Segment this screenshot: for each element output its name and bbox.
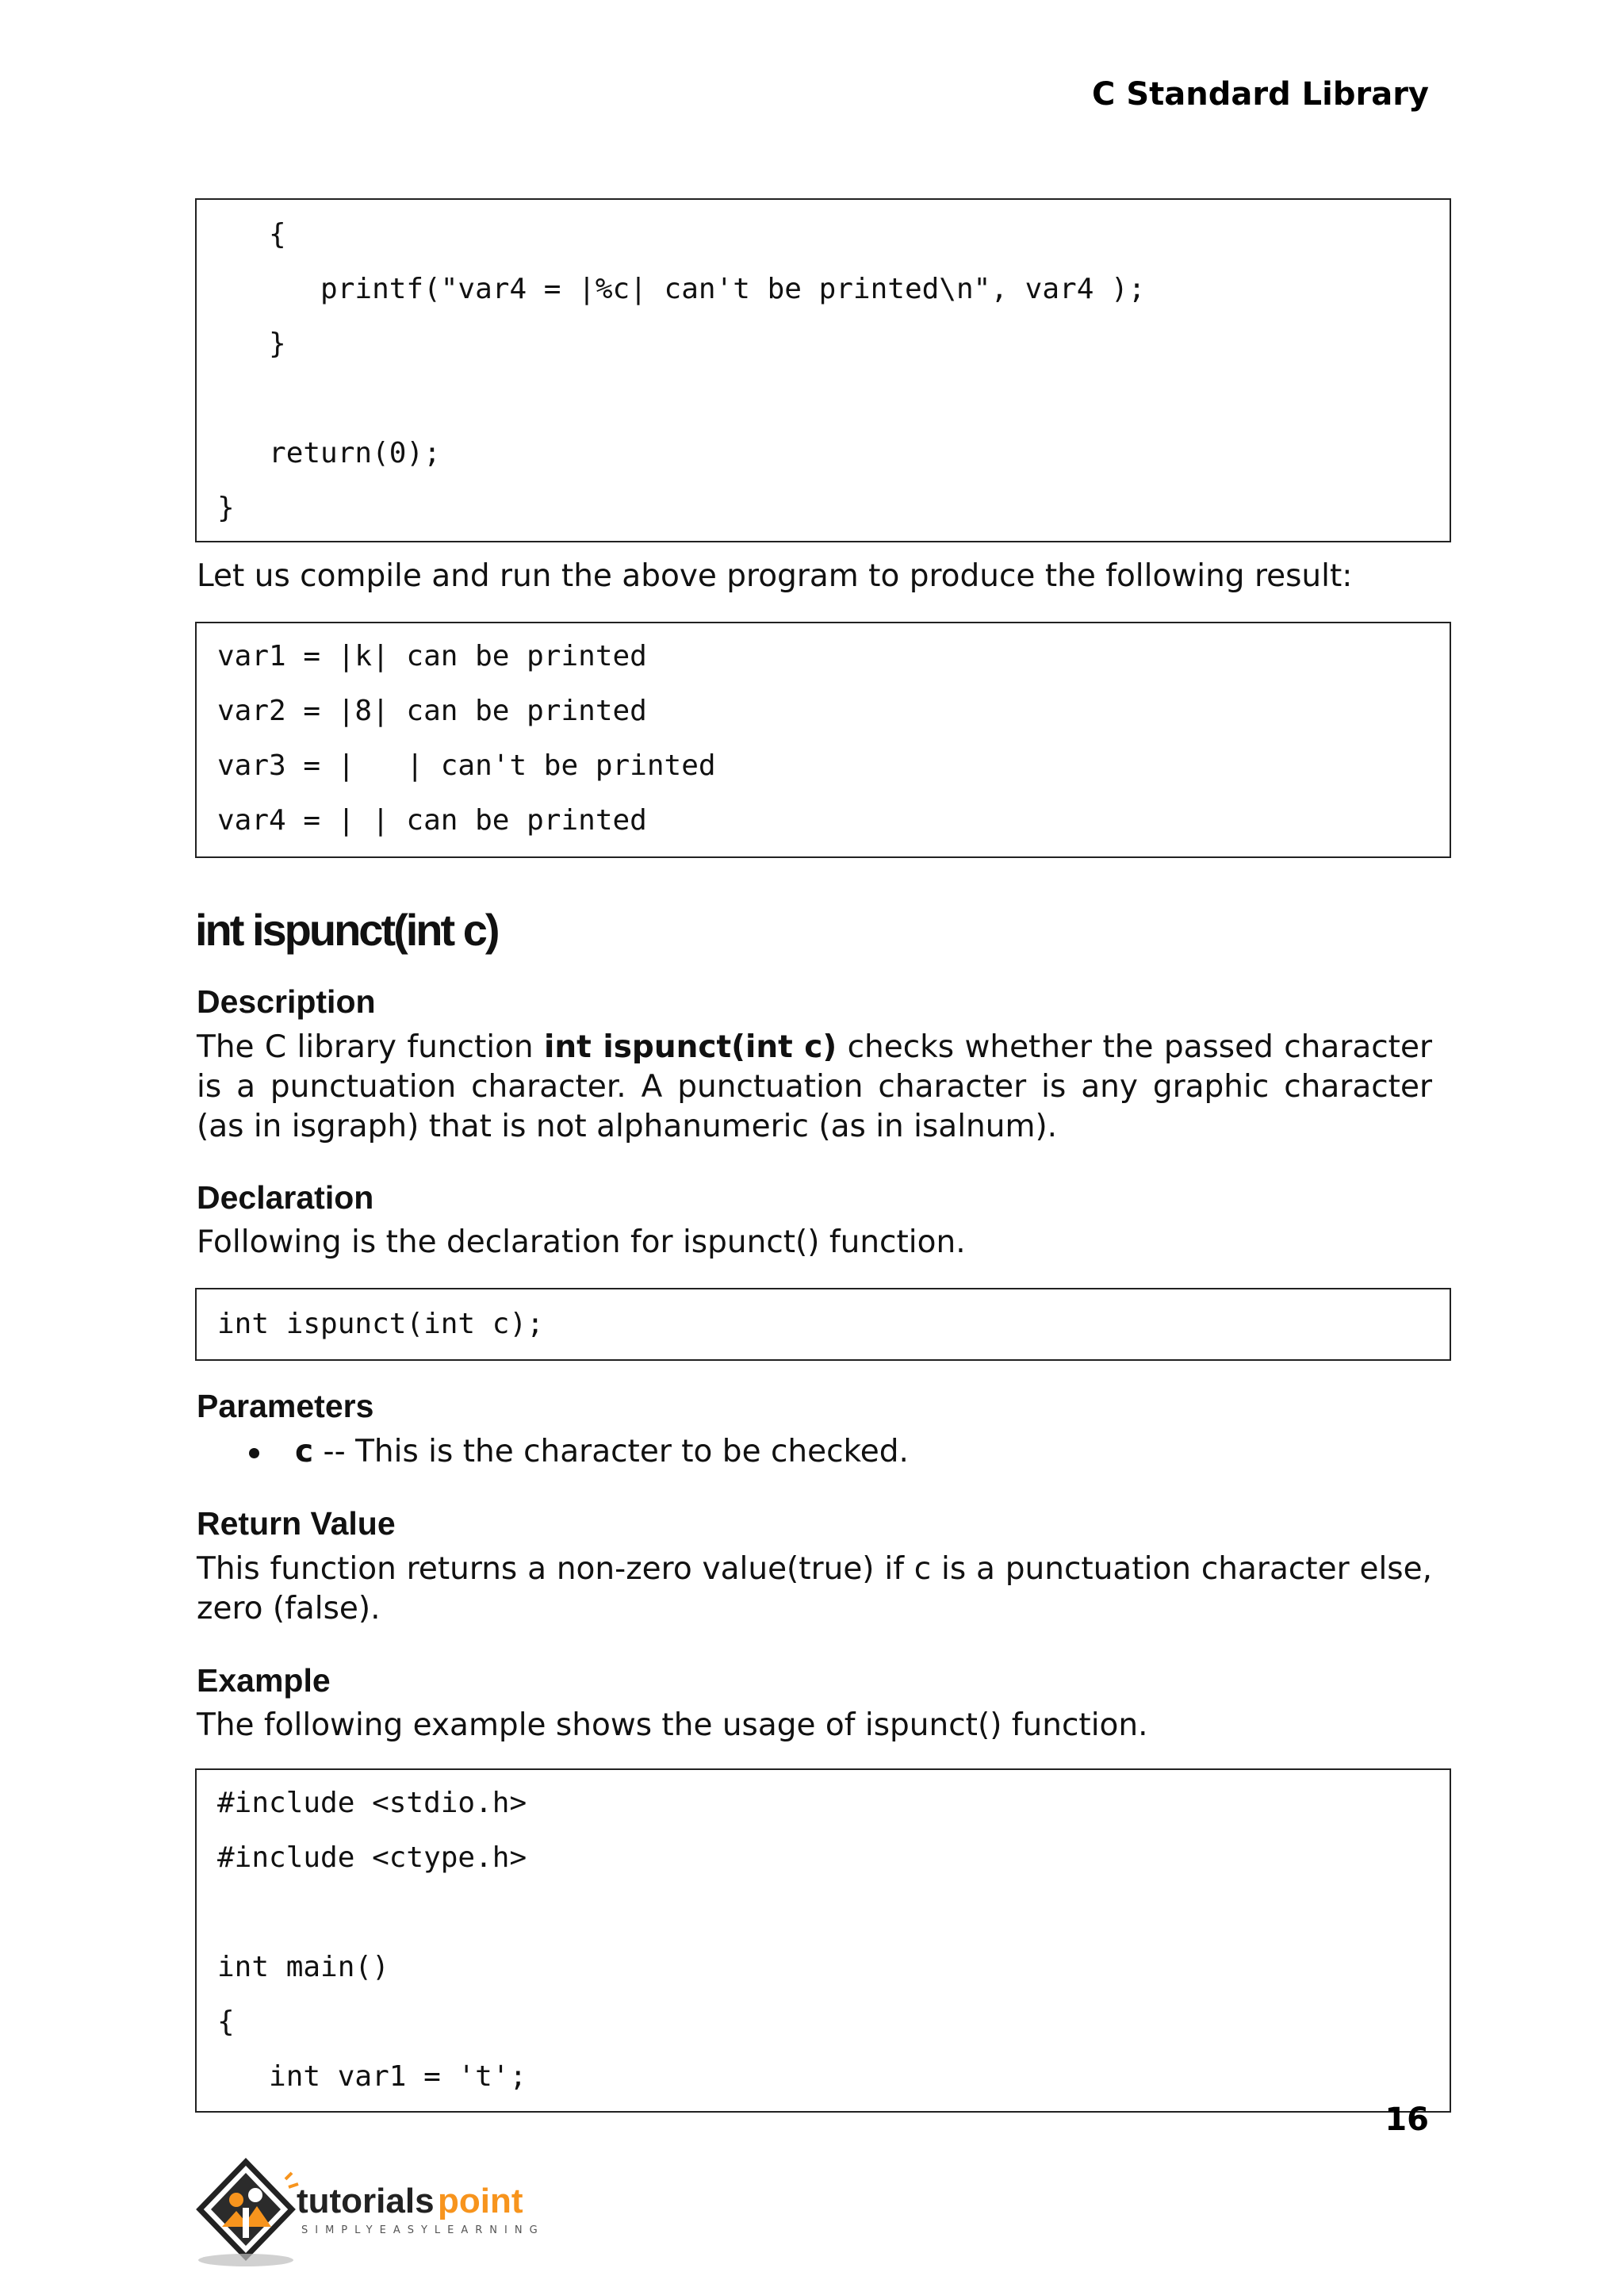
logo-tagline: SIMPLYEASYLEARNING <box>301 2224 545 2236</box>
output-line: var4 = | | can be printed <box>217 804 647 837</box>
return-value-text: This function returns a non-zero value(true) if c is a punctuation character else, zero (false). <box>197 1551 1432 1626</box>
code-line: } <box>217 492 235 524</box>
tutorialspoint-logo <box>195 2155 576 2274</box>
logo-word-accent: point <box>438 2182 523 2220</box>
description-function-name: int ispunct(int c) <box>544 1029 837 1065</box>
description-text <box>197 1028 1432 1147</box>
parameter-name: c <box>295 1434 314 1469</box>
output-block <box>195 622 1451 858</box>
output-line: var1 = |k| can be printed <box>217 640 647 672</box>
page-number: 16 <box>1385 2102 1429 2138</box>
description-text-before: The C library function <box>197 1029 545 1065</box>
section-title: int ispunct(int c) <box>195 905 498 955</box>
example-code-block <box>195 1768 1451 2113</box>
example-heading: Example <box>197 1662 331 1699</box>
code-line: return(0); <box>217 437 441 469</box>
example-code-line: #include <stdio.h> <box>217 1787 527 1819</box>
code-line: } <box>217 328 286 360</box>
parameters-heading: Parameters <box>197 1388 374 1424</box>
logo-word-main: tutorials <box>297 2182 435 2220</box>
output-line: var3 = | | can't be printed <box>217 749 716 782</box>
declaration-code: int ispunct(int c); <box>217 1308 544 1340</box>
return-value-heading: Return Value <box>197 1505 396 1542</box>
bullet-icon <box>249 1448 259 1458</box>
parameter-item <box>295 1432 1429 1472</box>
description-heading: Description <box>197 983 376 1020</box>
example-text: The following example shows the usage of ispunct() function. <box>197 1707 1148 1743</box>
parameter-description: -- This is the character to be checked. <box>313 1434 909 1469</box>
example-code-line: { <box>217 2006 235 2038</box>
code-line: { <box>217 218 286 251</box>
example-code-line: int var1 = 't'; <box>217 2060 527 2093</box>
output-line: var2 = |8| can be printed <box>217 695 647 727</box>
running-header: C Standard Library <box>1092 76 1429 113</box>
output-intro: Let us compile and run the above program to produce the following result: <box>197 558 1353 594</box>
example-code-line: int main() <box>217 1951 389 1983</box>
description-text-after: checks whether the passed character is a punctuation character. A punctuation character is any graphic character (as in isgraph) that is not alphanumeric (as in isalnum). <box>197 1029 1432 1144</box>
declaration-text: Following is the declaration for ispunct() function. <box>197 1224 966 1260</box>
logo-diamond-icon <box>198 2162 298 2266</box>
code-line: printf("var4 = |%c| can't be printed\n", var4 ); <box>217 273 1146 305</box>
declaration-heading: Declaration <box>197 1179 374 1216</box>
code-block-tail <box>195 198 1451 542</box>
example-code-line: #include <ctype.h> <box>217 1841 527 1874</box>
declaration-code-block <box>195 1288 1451 1361</box>
